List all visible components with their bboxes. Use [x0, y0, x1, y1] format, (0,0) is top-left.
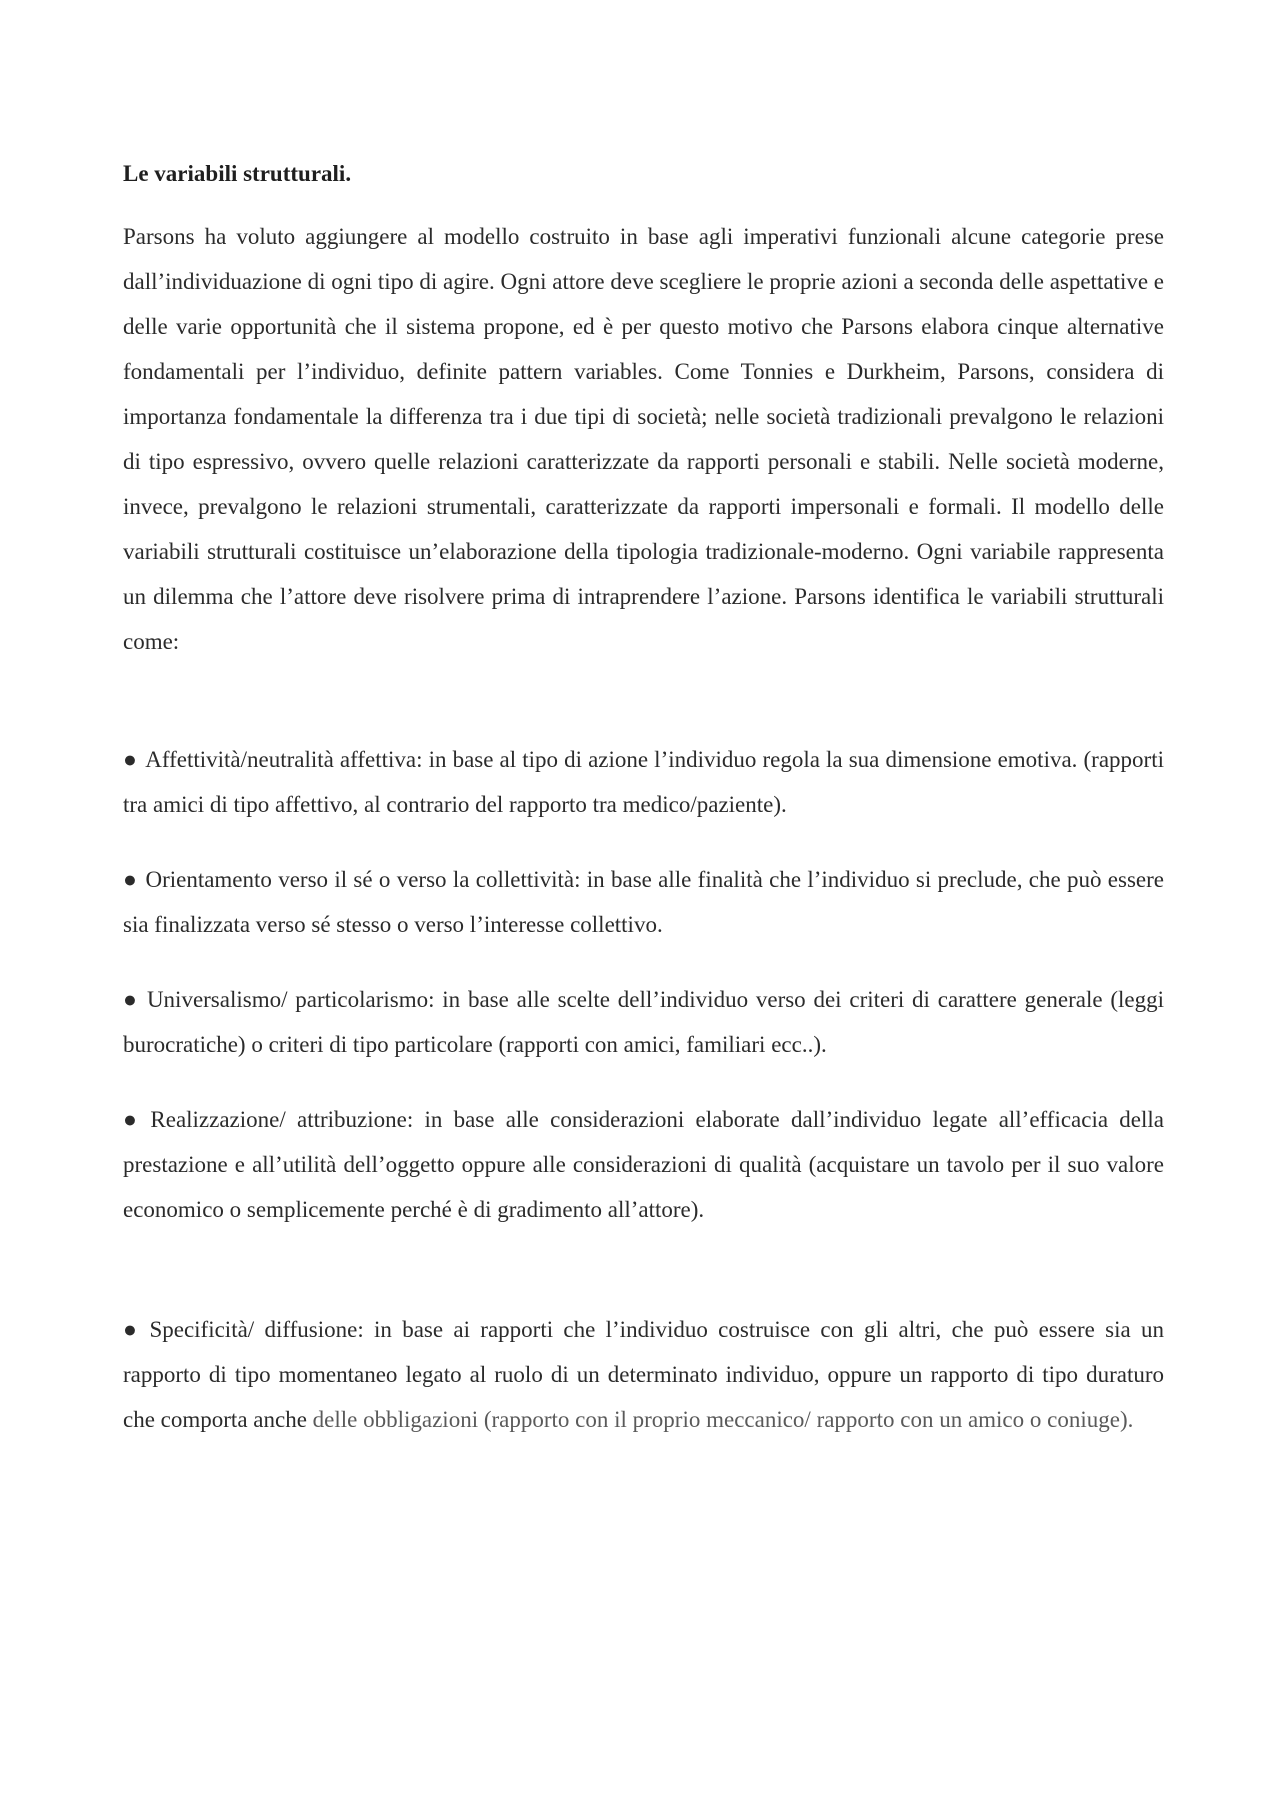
section-title: Le variabili strutturali. [123, 161, 352, 186]
bullet-item [123, 1097, 1164, 1232]
bullet-icon: ● [123, 1317, 142, 1342]
bullet-item [123, 977, 1164, 1067]
bullet-text: Orientamento verso il sé o verso la collettività: in base alle finalità che l’individuo si preclude, che può essere sia finalizzata verso sé stesso o verso l’interesse collettivo. [123, 867, 1164, 937]
bullet-text: Realizzazione/ attribuzione: in base alle considerazioni elaborate dall’individuo legate all’efficacia della prestazione e all’utilità dell’oggetto oppure alle considerazioni di qualità (acquistare un tavolo per il suo valore economico o semplicemente perché è di gradimento all’attore). [123, 1107, 1164, 1222]
bullet-item [123, 737, 1164, 827]
bullet-text-muted: delle obbligazioni (rapporto con il proprio meccanico/ rapporto con un amico o coniuge). [312, 1407, 1134, 1432]
bullet-icon: ● [123, 747, 138, 772]
bullet-icon: ● [123, 867, 138, 892]
bullet-text: Universalismo/ particolarismo: in base alle scelte dell’individuo verso dei criteri di carattere generale (leggi burocratiche) o criteri di tipo particolare (rapporti con amici, familiari ecc..). [123, 987, 1164, 1057]
bullet-item [123, 1307, 1164, 1442]
bullet-text: Specificità/ diffusione: in base ai rapporti che l’individuo costruisce con gli altri, che può essere sia un rapporto di tipo momentaneo legato al ruolo di un determinato individuo, oppure un rapporto di tipo duraturo che comporta anche [123, 1317, 1164, 1432]
bullet-icon: ● [123, 987, 139, 1012]
bullet-text: Affettività/neutralità affettiva: in base al tipo di azione l’individuo regola la sua dimensione emotiva. (rapporti tra amici di tipo affettivo, al contrario del rapporto tra medico/paziente). [123, 747, 1164, 817]
bullet-item [123, 857, 1164, 947]
bullet-icon: ● [123, 1107, 143, 1132]
intro-paragraph: Parsons ha voluto aggiungere al modello costruito in base agli imperativi funzionali alcune categorie prese dall’individuazione di ogni tipo di agire. Ogni attore deve scegliere le proprie azioni a seconda delle aspettative e delle varie opportunità che il sistema propone, ed è per questo motivo che Parsons elabora cinque alternative fondamentali per l’individuo, definite pattern variables. Come Tonnies e Durkheim, Parsons, considera di importanza fondamentale la differenza tra i due tipi di società; nelle società tradizionali prevalgono le relazioni di tipo espressivo, ovvero quelle relazioni caratterizzate da rapporti personali e stabili. Nelle società moderne, invece, prevalgono le relazioni strumentali, caratterizzate da rapporti impersonali e formali. Il modello delle variabili strutturali costituisce un’elaborazione della tipologia tradizionale-moderno. Ogni variabile rappresenta un dilemma che l’attore deve risolvere prima di intraprendere l’azione. Parsons identifica le variabili strutturali come: [123, 224, 1164, 654]
